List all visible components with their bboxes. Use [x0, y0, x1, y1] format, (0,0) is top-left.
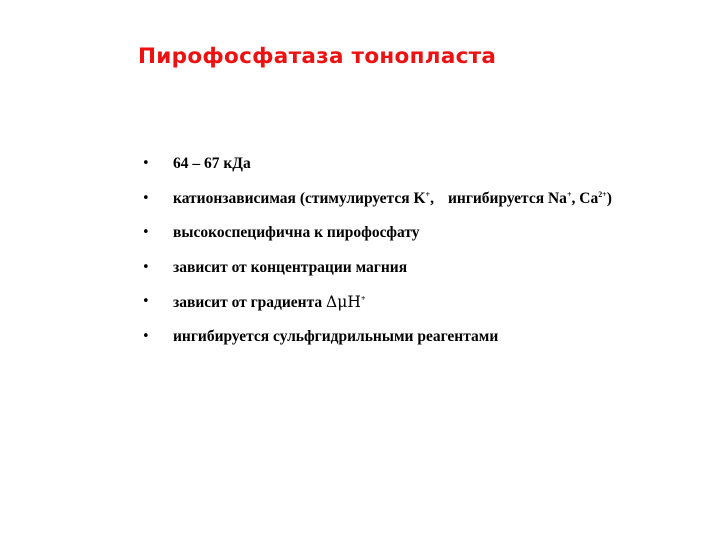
bullet-dot: • — [142, 294, 150, 309]
bullet-item — [142, 325, 702, 360]
gradient-symbol: ΔμH — [326, 293, 361, 311]
bullet-dot: • — [142, 156, 150, 171]
bullet-text-part: , — [430, 189, 434, 207]
bullet-item — [142, 152, 702, 187]
bullet-text-part: ингибируется Na — [447, 189, 567, 207]
superscript: + — [425, 189, 431, 199]
superscript: 2+ — [598, 189, 607, 199]
bullet-item — [142, 290, 702, 325]
bullet-text-part: , Ca — [571, 189, 599, 207]
bullet-dot: • — [142, 259, 150, 275]
bullet-text: зависит от концентрации магния — [173, 258, 408, 276]
bullet-text: ингибируется сульфгидрильными реагентами — [173, 327, 499, 345]
superscript: + — [566, 189, 572, 199]
bullet-dot: • — [142, 225, 150, 240]
bullet-text — [173, 187, 612, 213]
bullet-list — [142, 152, 702, 359]
slide-title: Пирофосфатаза тонопласта — [138, 44, 497, 69]
superscript: + — [360, 294, 366, 303]
bullet-item — [142, 187, 702, 222]
bullet-dot: • — [142, 190, 150, 206]
bullet-text — [173, 290, 365, 317]
bullet-text-part: ) — [606, 189, 612, 207]
bullet-item — [142, 221, 702, 256]
bullet-text-part: зависит от градиента — [173, 294, 323, 311]
bullet-text-part: катионзависимая (стимулируется K — [173, 189, 426, 207]
bullet-item — [142, 256, 702, 291]
bullet-text: 64 – 67 кДа — [173, 155, 251, 172]
bullet-text: высокоспецифична к пирофосфату — [173, 224, 420, 241]
bullet-dot: • — [142, 328, 150, 344]
